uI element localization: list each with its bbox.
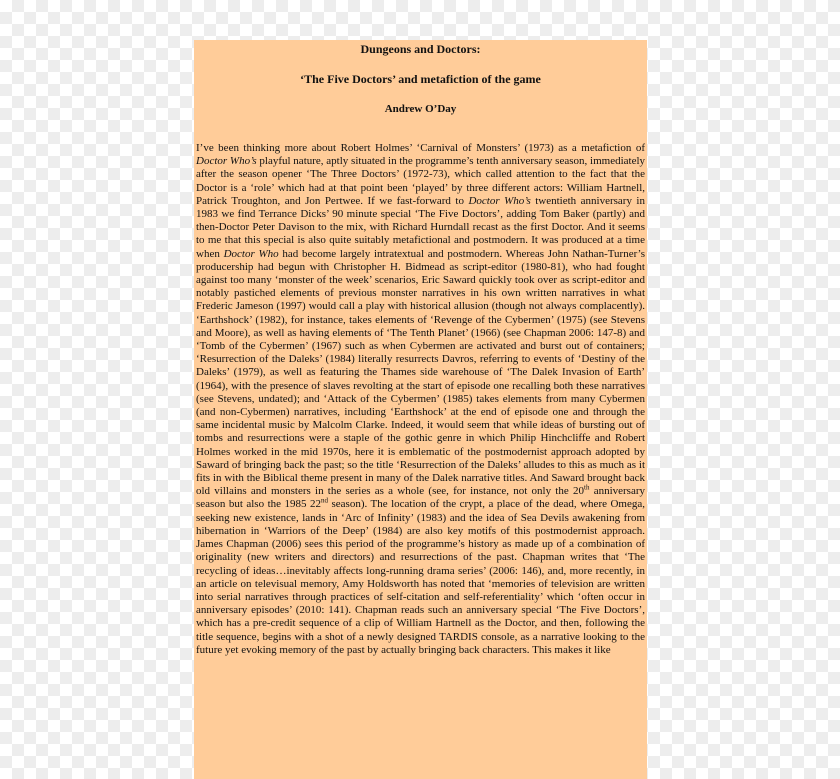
- text-run: playful nature, aptly situated in the programme’s tenth anniversary season, immediately after the season opener ‘The Three Doctors’ (1972-73), which called attention to the fact that the Doctor is a ‘role’ which had at that point been ‘played’ by three different actors: William Hartnell, Patrick Troughton, and Jon Pertwee. If we fast-forward to: [196, 155, 646, 207]
- text-run: I’ve been thinking more about Robert Holmes’ ‘Carnival of Monsters’ (1973) as a metafiction of: [196, 142, 645, 154]
- text-run: twentieth anniversary in 1983 we find Terrance Dicks’ 90 minute special ‘The Five Doctors’, adding Tom Baker (partly) and then-Doctor Peter Davison to the mix, with Richard Hurndall recast as the first Doctor. And it seems to me that this special is also quite suitably metafictional and postmodern. It was produced at a time when: [196, 194, 645, 260]
- text-run: had become largely intratextual and postmodern. Whereas John Nathan-Turner’s producership had begun with Christopher H. Bidmead as script-editor (1980-81), who had fought against too many ‘monster of the week’ scenarios, Eric Saward quickly took over as script-editor and notably pastiched elements of previous monster narratives in his own written narratives in what Frederic Jameson (1997) would call a play with historical allusion (though not always complacently). ‘Earthshock’ (1982), for instance, takes elements of ‘Revenge of the Cybermen’ (1975) (see Stevens and Moore), as well as having elements of ‘The Tenth Planet’ (1966) (see Chapman 2006: 147-8) and ‘Tomb of the Cybermen’ (1967) such as when Cybermen are activated and burst out of containers; ‘Resurrection of the Daleks’ (1984) literally resurrects Davros, referring to events of ‘Destiny of the Daleks’ (1979), as well as featuring the Thames side warehouse of ‘The Dalek Invasion of Earth’ (1964), with the presence of slaves revolting at the start of episode one recalling both these narratives (see Stevens, undated); and ‘Attack of the Cybermen’ (1985) takes elements from many Cybermen (and non-Cybermen) narratives, including ‘Earthshock’ at the end of episode one and through the same incidental music by Malcolm Clarke. Indeed, it would seem that while ideas of bursting out of tombs and resurrections were a staple of the gothic genre in which Philip Hinchcliffe and Robert Holmes worked in the mid 1970s, here it is emblematic of the postmodernist approach adopted by Saward of bringing back the past; so the title ‘Resurrection of the Daleks’ alludes to this as much as it fits in with the Biblical theme present in many of the Dalek narrative titles. And Saward brought back old villains and monsters in the series as a whole (see, for instance, not only the 20: [196, 247, 646, 498]
- text-run: season). The location of the crypt, a place of the dead, where Omega, seeking new existence, lands in ‘Arc of Infinity’ (1983) and the idea of Sea Devils awakening from hibernation in ‘Warriors of the Deep’ (1984) are also key motifs of this postmodernist approach. James Chapman (2006) sees this period of the programme’s history as made up of a combination of originality (new writers and directors) and resurrections of the past. Chapman writes that ‘The recycling of ideas…inevitably affects long-running drama series’ (2006: 146), and, more recently, in an article on televisual memory, Amy Holdsworth has noted that ‘memories of television are written into serial narratives through practices of self-citation and self-referentiality’ which ‘often occur in anniversary episodes’ (2010: 141). Chapman reads such an anniversary special ‘The Five Doctors’, which has a pre-credit sequence of a clip of William Hartnell as the Doctor, and then, following the title sequence, begins with a shot of a newly designed TARDIS console, as a narrative looking to the future yet evoking memory of the past by actually bringing back characters. This makes it like: [196, 498, 645, 656]
- superscript-run: nd: [321, 496, 328, 505]
- italic-run: Doctor Who’s: [468, 194, 531, 207]
- italic-run: Doctor Who: [223, 247, 279, 260]
- body-paragraph: [196, 142, 645, 657]
- document-subtitle: ‘The Five Doctors’ and metafiction of the game: [300, 72, 541, 86]
- document-title: Dungeons and Doctors:: [360, 42, 481, 56]
- document-page: [194, 40, 647, 779]
- document-author: Andrew O’Day: [384, 103, 457, 115]
- italic-run: Doctor Who’s: [196, 155, 257, 168]
- superscript-run: th: [584, 483, 590, 492]
- text-run: anniversary season but also the 1985 22: [196, 485, 646, 511]
